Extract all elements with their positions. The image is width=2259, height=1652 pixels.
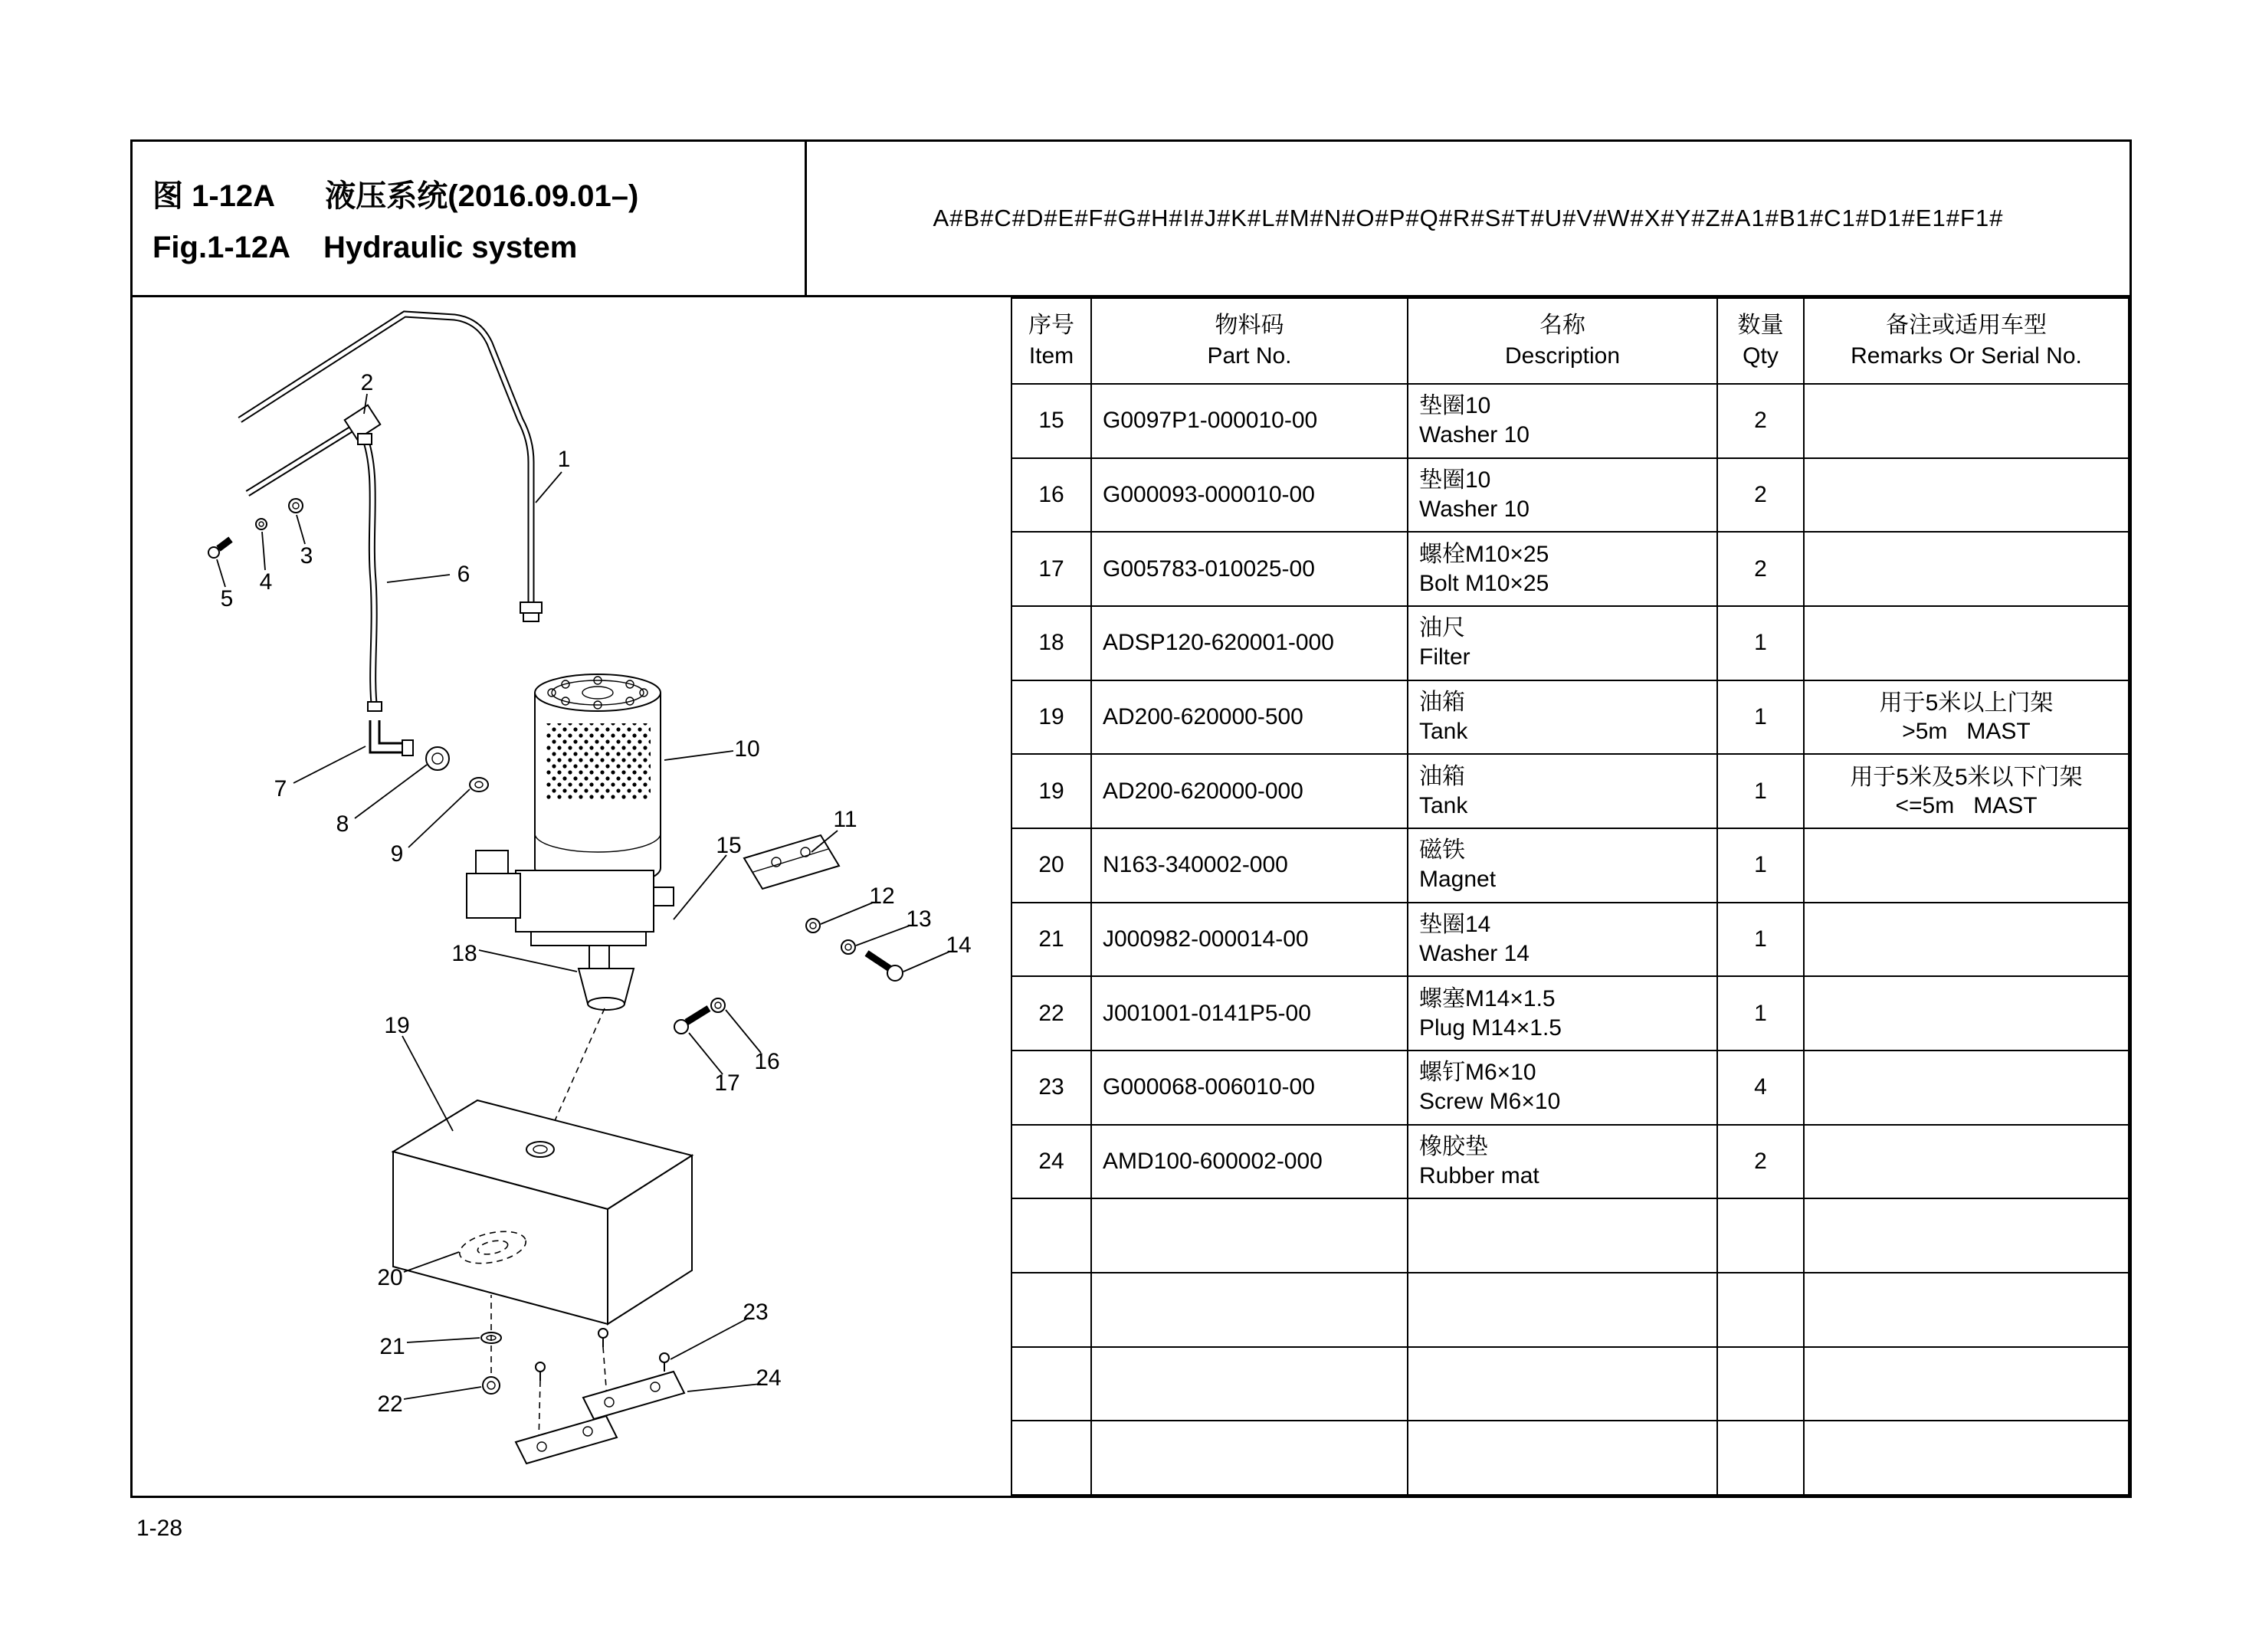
desc-zh: 垫圈10: [1419, 467, 1491, 493]
callout-9: 9: [390, 841, 404, 867]
desc-zh: 油箱: [1419, 763, 1465, 789]
page-number: 1-28: [136, 1516, 183, 1541]
table-row: [1011, 606, 2129, 680]
cell-item: 20: [1011, 828, 1091, 903]
desc-zh: 螺塞M14×1.5: [1419, 985, 1556, 1011]
desc-zh: 磁铁: [1419, 837, 1465, 864]
desc-zh: 垫圈10: [1419, 393, 1491, 419]
table-row: [1011, 903, 2129, 977]
col-header-desc-zh: 名称: [1539, 313, 1585, 338]
cell-qty: 1: [1717, 903, 1804, 977]
cell-desc: [1408, 1198, 1717, 1273]
cell-desc: [1408, 532, 1717, 606]
remark-zh: 用于5米及5米以下门架: [1850, 764, 2083, 790]
table-row: [1011, 1421, 2129, 1495]
callout-1: 1: [557, 447, 571, 472]
cell-desc: [1408, 680, 1717, 755]
bolt-14: [867, 953, 903, 981]
callout-18: 18: [451, 941, 477, 966]
cell-qty: 2: [1717, 532, 1804, 606]
col-header-item-zh: 序号: [1028, 313, 1074, 338]
cell-qty: [1717, 1273, 1804, 1347]
cell-qty: 2: [1717, 1125, 1804, 1199]
content-area: [133, 297, 2129, 1496]
page-frame: [130, 139, 2132, 1498]
remark-en: >5m MAST: [1902, 718, 2031, 744]
washer-small: [256, 519, 267, 529]
desc-en: Washer 10: [1419, 496, 1529, 522]
title-block: [133, 142, 807, 295]
screw-c: [660, 1353, 669, 1372]
mounting-bracket: [744, 835, 839, 889]
cell-part: J000982-000014-00: [1091, 903, 1408, 977]
callout-16: 16: [754, 1049, 780, 1074]
desc-zh: 油尺: [1419, 615, 1465, 641]
table-row: [1011, 828, 2129, 903]
cell-qty: [1717, 1198, 1804, 1273]
cell-part: G0097P1-000010-00: [1091, 384, 1408, 458]
cell-desc: [1408, 976, 1717, 1051]
desc-zh: 油箱: [1419, 689, 1465, 715]
callout-24: 24: [756, 1365, 782, 1391]
col-header-part-en: Part No.: [1207, 343, 1292, 369]
callout-20: 20: [377, 1265, 403, 1290]
table-row: [1011, 1125, 2129, 1199]
cell-item: [1011, 1421, 1091, 1495]
desc-en: Bolt M10×25: [1419, 570, 1549, 596]
desc-en: Screw M6×10: [1419, 1089, 1561, 1115]
cell-part: [1091, 1347, 1408, 1421]
remark-zh: 用于5米以上门架: [1879, 690, 2054, 716]
cell-qty: 1: [1717, 828, 1804, 903]
screw-line-2: [539, 1381, 540, 1442]
col-header-desc-en: Description: [1504, 343, 1621, 369]
callout-3: 3: [300, 543, 313, 569]
col-header-qty-en: Qty: [1743, 343, 1779, 369]
col-header-qty-zh: 数量: [1737, 313, 1784, 338]
cell-desc: [1408, 384, 1717, 458]
table-header-row: [1011, 298, 2129, 384]
cell-remarks: [1804, 1347, 2129, 1421]
cell-part: G000093-000010-00: [1091, 458, 1408, 533]
remark-en: <=5m MAST: [1895, 792, 2038, 818]
bolt-17: [674, 1008, 709, 1034]
rubber-mat-2: [516, 1416, 617, 1464]
cell-item: 19: [1011, 680, 1091, 755]
cell-qty: 1: [1717, 976, 1804, 1051]
callout-8: 8: [336, 811, 349, 837]
washer-12: [806, 919, 820, 933]
cell-item: [1011, 1198, 1091, 1273]
ferrule-fitting: [470, 778, 488, 792]
col-header-item-en: Item: [1028, 343, 1074, 369]
callout-14: 14: [946, 933, 972, 958]
cell-remarks: [1804, 606, 2129, 680]
cell-item: 15: [1011, 384, 1091, 458]
cell-part: AD200-620000-500: [1091, 680, 1408, 755]
callout-13: 13: [906, 906, 932, 932]
cell-part: [1091, 1421, 1408, 1495]
callout-21: 21: [379, 1334, 405, 1359]
desc-zh: 垫圈14: [1419, 911, 1491, 937]
table-row: [1011, 754, 2129, 828]
table-row: [1011, 1273, 2129, 1347]
serial-codes-area: [807, 142, 2129, 295]
cell-remarks: [1804, 1125, 2129, 1199]
cell-remarks: [1804, 532, 2129, 606]
cell-qty: 2: [1717, 458, 1804, 533]
desc-zh: 螺栓M10×25: [1419, 541, 1549, 567]
table-row: [1011, 1051, 2129, 1125]
serial-codes: A#B#C#D#E#F#G#H#I#J#K#L#M#N#O#P#Q#R#S#T#U#V#W#X#Y#Z#A1#B1#C1#D1#E1#F1#: [933, 205, 2004, 231]
screw-small: [208, 539, 231, 558]
cell-item: [1011, 1273, 1091, 1347]
cell-part: AD200-620000-000: [1091, 754, 1408, 828]
screw-a: [536, 1362, 545, 1381]
drain-plug: [483, 1377, 500, 1394]
callout-5: 5: [220, 586, 234, 611]
cell-desc: [1408, 458, 1717, 533]
callout-11: 11: [833, 807, 857, 832]
col-header-desc: [1408, 298, 1717, 384]
cell-item: 21: [1011, 903, 1091, 977]
desc-en: Rubber mat: [1419, 1162, 1539, 1188]
cell-desc: [1408, 1273, 1717, 1347]
pump-body: [467, 851, 674, 969]
screw-b: [598, 1329, 608, 1347]
figure-title-zh: 图 1-12A 液压系统(2016.09.01–): [152, 179, 639, 213]
washer-13: [841, 940, 855, 954]
rubber-mat-1: [583, 1372, 684, 1419]
parts-table: [1011, 297, 2129, 1496]
motor-cylinder: [535, 674, 661, 887]
cell-qty: 4: [1717, 1051, 1804, 1125]
col-header-part: [1091, 298, 1408, 384]
cell-part: [1091, 1273, 1408, 1347]
cell-desc: [1408, 754, 1717, 828]
callout-7: 7: [274, 776, 287, 801]
cell-remarks: [1804, 458, 2129, 533]
table-row: [1011, 1198, 2129, 1273]
table-row: [1011, 680, 2129, 755]
cell-remarks: [1804, 1421, 2129, 1495]
cell-item: 18: [1011, 606, 1091, 680]
cell-desc: [1408, 606, 1717, 680]
cell-part: G005783-010025-00: [1091, 532, 1408, 606]
cell-part: N163-340002-000: [1091, 828, 1408, 903]
cell-qty: 1: [1717, 606, 1804, 680]
desc-en: Washer 14: [1419, 940, 1529, 966]
desc-en: Washer 10: [1419, 422, 1529, 448]
bolt-small: [289, 499, 303, 513]
cell-remarks: [1804, 976, 2129, 1051]
screw-line-1: [603, 1347, 607, 1398]
cell-item: 17: [1011, 532, 1091, 606]
cell-desc: [1408, 1347, 1717, 1421]
cell-remarks: [1804, 754, 2129, 828]
desc-zh: 螺钉M6×10: [1419, 1060, 1536, 1086]
oil-tank: [393, 1100, 692, 1324]
table-row: [1011, 976, 2129, 1051]
cell-remarks: [1804, 903, 2129, 977]
cell-desc: [1408, 1421, 1717, 1495]
callout-2: 2: [360, 370, 374, 395]
callout-23: 23: [743, 1300, 769, 1325]
table-row: [1011, 532, 2129, 606]
callout-6: 6: [457, 562, 470, 587]
cell-item: [1011, 1347, 1091, 1421]
washer-16: [711, 998, 725, 1012]
cell-qty: 1: [1717, 680, 1804, 755]
desc-en: Tank: [1419, 718, 1468, 744]
callout-10: 10: [734, 736, 760, 762]
callout-19: 19: [384, 1013, 410, 1038]
cell-qty: 2: [1717, 384, 1804, 458]
desc-en: Plug M14×1.5: [1419, 1014, 1562, 1041]
cell-qty: [1717, 1421, 1804, 1495]
connector-fitting: [426, 747, 449, 770]
elbow-fitting: [375, 720, 413, 756]
cell-part: G000068-006010-00: [1091, 1051, 1408, 1125]
desc-en: Tank: [1419, 792, 1468, 818]
desc-en: Magnet: [1419, 867, 1497, 893]
col-header-qty: [1717, 298, 1804, 384]
cell-item: 19: [1011, 754, 1091, 828]
desc-zh: 橡胶垫: [1419, 1133, 1488, 1159]
cell-part: J001001-0141P5-00: [1091, 976, 1408, 1051]
cell-qty: 1: [1717, 754, 1804, 828]
cell-remarks: [1804, 1198, 2129, 1273]
col-header-part-zh: 物料码: [1215, 313, 1284, 338]
cell-remarks: [1804, 680, 2129, 755]
col-header-remarks: [1804, 298, 2129, 384]
cell-item: 16: [1011, 458, 1091, 533]
cell-part: ADSP120-620001-000: [1091, 606, 1408, 680]
cell-item: 24: [1011, 1125, 1091, 1199]
diagram-area: [133, 297, 1011, 1496]
header-band: [133, 142, 2129, 297]
col-header-remarks-en: Remarks Or Serial No.: [1851, 343, 2082, 369]
callout-4: 4: [259, 569, 273, 595]
cell-desc: [1408, 1051, 1717, 1125]
hose: [358, 434, 382, 711]
callout-12: 12: [869, 883, 895, 909]
col-header-item: [1011, 298, 1091, 384]
cell-item: 23: [1011, 1051, 1091, 1125]
cell-remarks: [1804, 1273, 2129, 1347]
cell-remarks: [1804, 828, 2129, 903]
table-row: [1011, 1347, 2129, 1421]
steel-pipe-2: [248, 405, 380, 493]
parts-table-area: [1011, 297, 2129, 1496]
cell-desc: [1408, 1125, 1717, 1199]
cell-desc: [1408, 903, 1717, 977]
cell-part: [1091, 1198, 1408, 1273]
hydraulic-diagram: [133, 297, 1011, 1496]
cell-remarks: [1804, 1051, 2129, 1125]
figure-title-en: Fig.1-12A Hydraulic system: [152, 231, 578, 264]
callout-15: 15: [716, 833, 742, 858]
cell-desc: [1408, 828, 1717, 903]
cell-qty: [1717, 1347, 1804, 1421]
cell-part: AMD100-600002-000: [1091, 1125, 1408, 1199]
callout-17: 17: [714, 1070, 740, 1096]
col-header-remarks-zh: 备注或适用车型: [1886, 313, 2047, 338]
table-row: [1011, 384, 2129, 458]
cell-remarks: [1804, 384, 2129, 458]
suction-filter: [579, 969, 634, 1010]
callout-22: 22: [377, 1391, 403, 1417]
table-row: [1011, 458, 2129, 533]
desc-en: Filter: [1419, 644, 1470, 670]
cell-item: 22: [1011, 976, 1091, 1051]
